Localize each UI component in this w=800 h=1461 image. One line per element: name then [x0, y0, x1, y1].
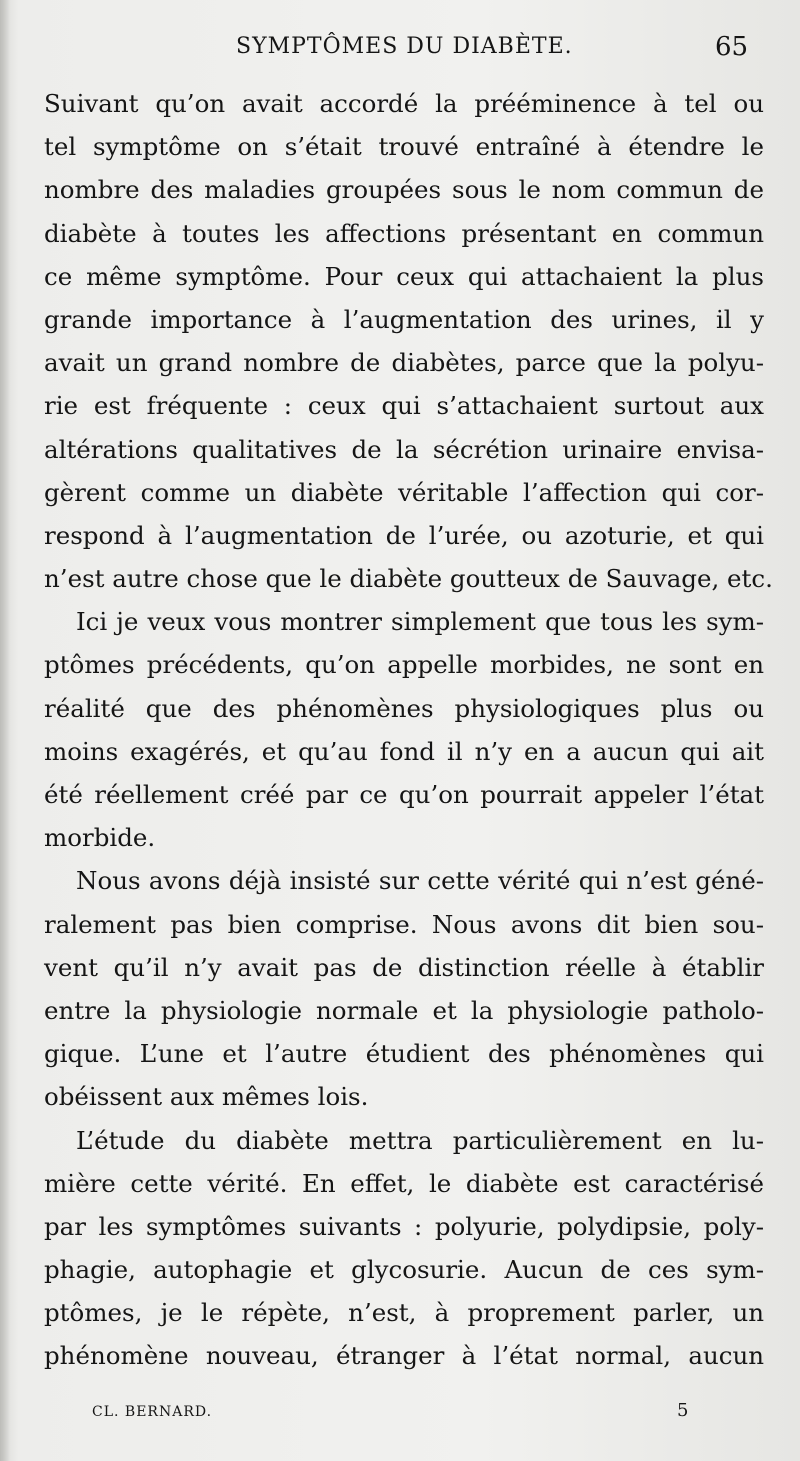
paragraph-first-line: L’étude du diabète mettra particulièrement en lu- [76, 1125, 764, 1155]
text-line: phagie, autophagie et glycosurie. Aucun de ces sym- [44, 1255, 764, 1285]
running-head [0, 34, 800, 74]
text-line: gique. L’une et l’autre étudient des phénomènes qui [44, 1039, 764, 1069]
text-line: rie est fréquente : ceux qui s’attachaient surtout aux [44, 391, 764, 421]
text-line: moins exagérés, et qu’au fond il n’y en a aucun qui ait [44, 736, 764, 766]
text-line: par les symptômes suivants : polyurie, polydipsie, poly- [44, 1211, 764, 1241]
text-line: diabète à toutes les affections présentant en commun [44, 218, 764, 248]
text-line: altérations qualitatives de la sécrétion urinaire envisa- [44, 434, 764, 464]
text-line: entre la physiologie normale et la physiologie patholo- [44, 995, 764, 1025]
printer-signature-mark: CL. BERNARD. [92, 1404, 213, 1420]
text-line: vent qu’il n’y avait pas de distinction réelle à établir [44, 952, 764, 982]
signature-number: 5 [677, 1400, 689, 1421]
paragraph-last-line: morbide. [44, 823, 156, 853]
paragraph-first-line: Nous avons déjà insisté sur cette vérité qui n’est géné- [76, 866, 764, 896]
text-line: réalité que des phénomènes physiologiques plus ou [44, 693, 764, 723]
text-line: grande importance à l’augmentation des urines, il y [44, 304, 764, 334]
page-footer [0, 1400, 800, 1430]
text-line: nombre des maladies groupées sous le nom commun de [44, 175, 764, 205]
text-line: ptômes précédents, qu’on appelle morbides, ne sont en [44, 650, 764, 680]
text-line: mière cette vérité. En effet, le diabète est caractérisé [44, 1168, 764, 1198]
text-line: été réellement créé par ce qu’on pourrait appeler l’état [44, 780, 764, 809]
text-line: ralement pas bien comprise. Nous avons dit bien sou- [44, 909, 764, 939]
text-line: n’est autre chose que le diabète goutteux de Sauvage, etc. [44, 564, 773, 594]
running-title: SYMPTÔMES DU DIABÈTE. [236, 34, 573, 59]
text-line: ptômes, je le répète, n’est, à proprement parler, un [44, 1298, 764, 1328]
body-text [44, 82, 773, 1378]
text-line: avait un grand nombre de diabètes, parce que la polyu- [44, 348, 764, 378]
paragraph-last-line: obéissent aux mêmes lois. [44, 1082, 369, 1112]
page-gutter-shadow [0, 0, 10, 1461]
text-line: ce même symptôme. Pour ceux qui attachaient la plus [44, 261, 764, 291]
text-line: tel symptôme on s’était trouvé entraîné à étendre le [44, 132, 764, 162]
text-line: gèrent comme un diabète véritable l’affection qui cor- [44, 477, 764, 507]
text-line: phénomène nouveau, étranger à l’état normal, aucun [44, 1341, 764, 1371]
text-line: Suivant qu’on avait accordé la prééminence à tel ou [44, 89, 764, 118]
paragraph-first-line: Ici je veux vous montrer simplement que tous les sym- [76, 607, 764, 637]
text-line: respond à l’augmentation de l’urée, ou azoturie, et qui [44, 520, 764, 550]
page-number: 65 [715, 32, 749, 62]
